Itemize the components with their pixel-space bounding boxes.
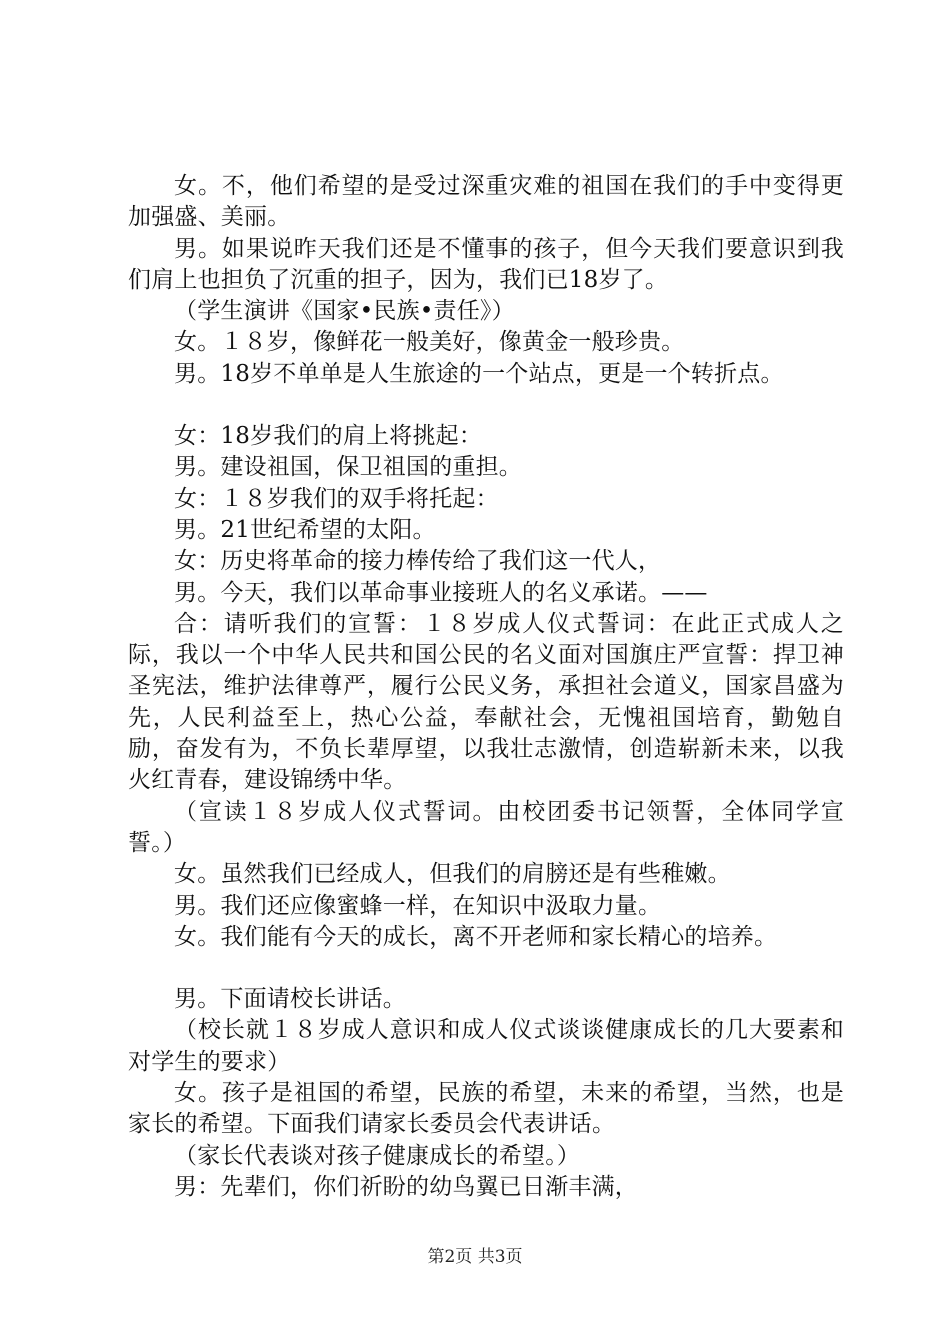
paragraph: 女。孩子是祖国的希望，民族的希望，未来的希望，当然，也是家长的希望。下面我们请家长委员会代表讲话。: [128, 1080, 844, 1138]
paragraph: （校长就１８岁成人意识和成人仪式谈谈健康成长的几大要素和对学生的要求）: [128, 1017, 844, 1075]
paragraph: 女。虽然我们已经成人，但我们的肩膀还是有些稚嫩。: [174, 861, 731, 888]
paragraph: 男。21世纪希望的太阳。: [174, 516, 436, 543]
paragraph: 女。不，他们希望的是受过深重灾难的祖国在我们的手中变得更加强盛、美丽。: [128, 173, 844, 231]
paragraph: 男。我们还应像蜜蜂一样，在知识中汲取力量。: [174, 892, 662, 919]
paragraph: 女：历史将革命的接力棒传给了我们这一代人，: [174, 548, 662, 575]
paragraph: 男。今天，我们以革命事业接班人的名义承诺。——: [174, 579, 708, 606]
page-footer: 第2页 共3页: [427, 1247, 523, 1267]
paragraph: 男。建设祖国，保卫祖国的重担。: [174, 454, 522, 481]
paragraph: 女：18岁我们的肩上将挑起：: [174, 423, 483, 450]
paragraph: 男：先辈们，你们祈盼的幼鸟翼已日渐丰满，: [174, 1173, 638, 1200]
paragraph: （宣读１８岁成人仪式誓词。由校团委书记领誓，全体同学宣誓。）: [128, 798, 844, 856]
paragraph: 男。下面请校长讲话。: [174, 986, 406, 1013]
paragraph: （家长代表谈对孩子健康成长的希望。）: [174, 1142, 581, 1169]
paragraph: 女。１８岁，像鲜花一般美好，像黄金一般珍贵。: [174, 329, 685, 356]
paragraph: （学生演讲《国家•民族•责任》）: [174, 298, 515, 325]
paragraph: 男。18岁不单单是人生旅途的一个站点，更是一个转折点。: [174, 360, 784, 387]
document-body: [128, 171, 844, 1203]
paragraph: 女。我们能有今天的成长，离不开老师和家长精心的培养。: [174, 923, 778, 950]
paragraph: 女：１８岁我们的双手将托起：: [174, 485, 499, 512]
oath-paragraph: 合：请听我们的宣誓：１８岁成人仪式誓词：在此正式成人之际，我以一个中华人民共和国公民的名义面对国旗庄严宣誓：捍卫神圣宪法，维护法律尊严，履行公民义务，承担社会道义，国家昌盛为先，人民利益至上，热心公益，奉献社会，无愧祖国培育，勤勉自励，奋发有为，不负长辈厚望，以我壮志激情，创造崭新未来，以我火红青春，建设锦绣中华。: [128, 610, 844, 794]
paragraph: 男。如果说昨天我们还是不懂事的孩子，但今天我们要意识到我们肩上也担负了沉重的担子，因为，我们已18岁了。: [128, 235, 844, 293]
